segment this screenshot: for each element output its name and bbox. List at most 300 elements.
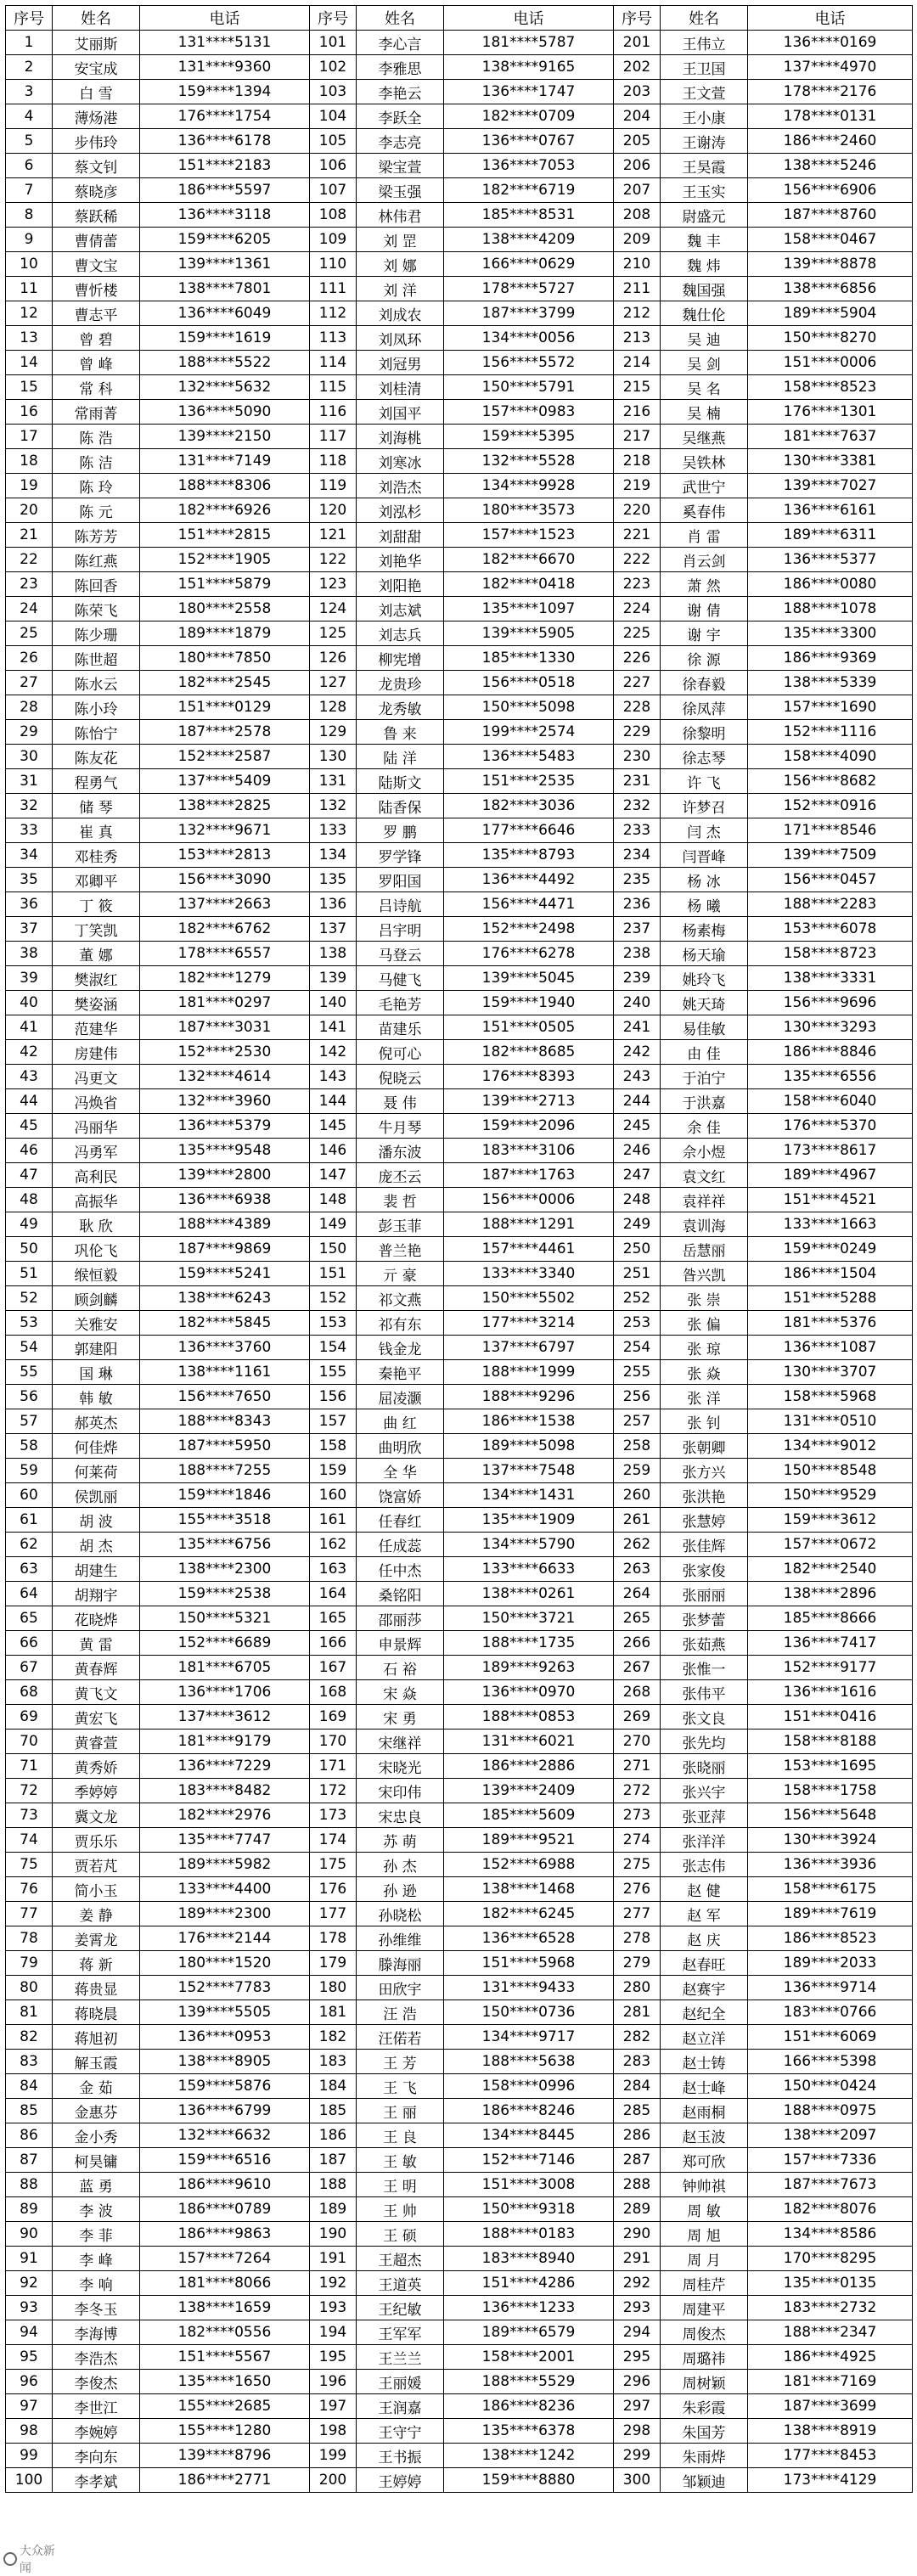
table-row [6,2173,913,2197]
phone-cell-1: 136****6938 [140,1188,310,1212]
name-cell-1: 丁笑凯 [53,917,140,942]
name-cell-1: 陈芳芳 [53,523,140,548]
phone-cell-3: 150****9529 [748,1483,913,1508]
name-cell-2: 刘国平 [357,400,444,425]
index-cell-2: 145 [310,1114,357,1139]
name-cell-2: 王润嘉 [357,2394,444,2419]
index-cell-2: 196 [310,2370,357,2394]
index-cell-1: 34 [6,843,53,868]
phone-cell-3: 136****6161 [748,498,913,523]
table-row [6,745,913,769]
phone-cell-2: 188****0853 [444,1705,614,1730]
table-row [6,892,913,917]
name-cell-1: 冀文龙 [53,1803,140,1828]
table-row [6,2148,913,2173]
index-cell-1: 4 [6,104,53,129]
index-cell-1: 53 [6,1311,53,1336]
index-cell-1: 31 [6,769,53,794]
phone-cell-1: 136****5379 [140,1114,310,1139]
index-cell-1: 32 [6,794,53,818]
phone-cell-3: 157****0672 [748,1533,913,1557]
name-cell-2: 亓 豪 [357,1262,444,1286]
index-cell-3: 285 [614,2099,661,2123]
name-cell-1: 李世江 [53,2394,140,2419]
table-row [6,1385,913,1409]
phone-cell-2: 180****3573 [444,498,614,523]
index-cell-2: 177 [310,1902,357,1926]
name-cell-3: 王伟立 [661,31,748,55]
index-cell-3: 201 [614,31,661,55]
table-row [6,1976,913,2000]
phone-cell-3: 130****3924 [748,1828,913,1853]
table-row [6,695,913,720]
index-cell-1: 71 [6,1754,53,1779]
index-cell-2: 147 [310,1163,357,1188]
phone-cell-1: 189****5982 [140,1853,310,1877]
phone-cell-2: 138****1242 [444,2444,614,2468]
name-cell-3: 姚玲飞 [661,966,748,991]
name-cell-3: 周 旭 [661,2222,748,2247]
phone-cell-2: 188****1999 [444,1360,614,1385]
name-cell-3: 袁祥祥 [661,1188,748,1212]
index-cell-1: 66 [6,1631,53,1656]
phone-cell-3: 189****7619 [748,1902,913,1926]
index-cell-3: 298 [614,2419,661,2444]
name-cell-1: 蔡晓彦 [53,178,140,203]
index-cell-1: 19 [6,474,53,498]
phone-cell-3: 158****1758 [748,1779,913,1803]
phone-cell-1: 132****5632 [140,375,310,400]
index-cell-3: 278 [614,1926,661,1951]
name-cell-3: 谢 倩 [661,597,748,622]
name-cell-3: 魏国强 [661,277,748,301]
phone-cell-2: 138****0261 [444,1582,614,1606]
name-cell-1: 薄炀港 [53,104,140,129]
name-cell-1: 陈荣飞 [53,597,140,622]
index-cell-2: 119 [310,474,357,498]
name-cell-1: 陈小玲 [53,695,140,720]
index-cell-1: 65 [6,1606,53,1631]
name-cell-2: 王 飞 [357,2074,444,2099]
name-cell-3: 奚春伟 [661,498,748,523]
name-cell-1: 邓卿平 [53,868,140,892]
phone-cell-1: 138****2825 [140,794,310,818]
phone-cell-3: 130****3293 [748,1015,913,1040]
phone-cell-2: 150****9318 [444,2197,614,2222]
name-cell-2: 吕诗航 [357,892,444,917]
name-cell-1: 李 菲 [53,2222,140,2247]
phone-cell-1: 159****1846 [140,1483,310,1508]
phone-cell-1: 135****1650 [140,2370,310,2394]
name-cell-2: 龙贵珍 [357,671,444,695]
name-cell-1: 常 科 [53,375,140,400]
phone-cell-2: 158****2001 [444,2345,614,2370]
name-cell-2: 王丽媛 [357,2370,444,2394]
phone-cell-3: 188****2283 [748,892,913,917]
phone-cell-2: 133****6633 [444,1557,614,1582]
phone-cell-3: 135****0135 [748,2271,913,2296]
table-row [6,1459,913,1483]
table-row [6,2468,913,2493]
index-cell-1: 95 [6,2345,53,2370]
header-name-3: 姓名 [661,6,748,31]
table-row [6,1040,913,1065]
name-cell-3: 徐黎明 [661,720,748,745]
name-cell-1: 李海博 [53,2320,140,2345]
index-cell-2: 162 [310,1533,357,1557]
phone-cell-3: 151****0416 [748,1705,913,1730]
index-cell-1: 30 [6,745,53,769]
name-cell-1: 李婉婷 [53,2419,140,2444]
index-cell-1: 52 [6,1286,53,1311]
phone-cell-3: 130****3707 [748,1360,913,1385]
phone-cell-2: 181****5787 [444,31,614,55]
index-cell-2: 189 [310,2197,357,2222]
name-cell-1: 程勇气 [53,769,140,794]
table-row [6,1656,913,1680]
phone-cell-2: 186****8236 [444,2394,614,2419]
phone-cell-2: 157****4461 [444,1237,614,1262]
index-cell-2: 175 [310,1853,357,1877]
index-cell-2: 159 [310,1459,357,1483]
phone-cell-2: 131****6021 [444,1730,614,1754]
phone-cell-1: 136****0953 [140,2025,310,2050]
table-row [6,1951,913,1976]
table-row [6,1606,913,1631]
name-cell-2: 刘寒冰 [357,449,444,474]
name-cell-3: 张 焱 [661,1360,748,1385]
name-cell-3: 张兴宇 [661,1779,748,1803]
name-cell-3: 张惟一 [661,1656,748,1680]
name-cell-2: 牛月琴 [357,1114,444,1139]
index-cell-2: 141 [310,1015,357,1040]
name-cell-3: 吴继燕 [661,425,748,449]
phone-cell-2: 152****6988 [444,1853,614,1877]
phone-cell-2: 136****7053 [444,154,614,178]
name-cell-2: 滕海丽 [357,1951,444,1976]
name-cell-3: 赵士铸 [661,2050,748,2074]
index-cell-2: 176 [310,1877,357,1902]
phone-cell-3: 152****9177 [748,1656,913,1680]
name-cell-3: 张梦蕾 [661,1606,748,1631]
table-row [6,671,913,695]
name-cell-2: 王兰兰 [357,2345,444,2370]
table-row [6,375,913,400]
index-cell-2: 165 [310,1606,357,1631]
index-cell-3: 245 [614,1114,661,1139]
table-row [6,1163,913,1188]
phone-cell-1: 131****7149 [140,449,310,474]
name-cell-3: 邹颖迪 [661,2468,748,2493]
name-cell-1: 贾乐乐 [53,1828,140,1853]
table-body [6,31,913,2493]
name-cell-3: 王昊霞 [661,154,748,178]
phone-cell-3: 173****8617 [748,1139,913,1163]
name-cell-2: 王 敏 [357,2148,444,2173]
name-cell-2: 潘东波 [357,1139,444,1163]
phone-cell-2: 182****0709 [444,104,614,129]
index-cell-3: 215 [614,375,661,400]
name-cell-1: 黄春辉 [53,1656,140,1680]
name-cell-1: 蒋晓晨 [53,2000,140,2025]
name-cell-3: 张文良 [661,1705,748,1730]
index-cell-2: 151 [310,1262,357,1286]
name-cell-1: 储 琴 [53,794,140,818]
index-cell-2: 110 [310,252,357,277]
name-cell-1: 侯凯丽 [53,1483,140,1508]
index-cell-3: 214 [614,351,661,375]
index-cell-1: 78 [6,1926,53,1951]
index-cell-1: 41 [6,1015,53,1040]
name-cell-1: 蒋贵显 [53,1976,140,2000]
index-cell-1: 57 [6,1409,53,1434]
index-cell-1: 55 [6,1360,53,1385]
name-cell-2: 王 明 [357,2173,444,2197]
phone-cell-3: 137****4970 [748,55,913,80]
name-cell-3: 杨 冰 [661,868,748,892]
name-cell-1: 丁 筱 [53,892,140,917]
index-cell-1: 59 [6,1459,53,1483]
name-cell-3: 张家俊 [661,1557,748,1582]
phone-cell-3: 178****0131 [748,104,913,129]
index-cell-2: 133 [310,818,357,843]
phone-cell-3: 173****4129 [748,2468,913,2493]
name-cell-2: 祁文燕 [357,1286,444,1311]
index-cell-2: 197 [310,2394,357,2419]
name-cell-1: 李向东 [53,2444,140,2468]
index-cell-3: 249 [614,1212,661,1237]
name-cell-2: 刘 罡 [357,228,444,252]
phone-cell-1: 156****3090 [140,868,310,892]
name-cell-1: 陈 元 [53,498,140,523]
index-cell-2: 139 [310,966,357,991]
phone-cell-1: 151****2183 [140,154,310,178]
name-cell-3: 王小康 [661,104,748,129]
name-cell-3: 袁文红 [661,1163,748,1188]
name-cell-2: 林伟君 [357,203,444,228]
phone-cell-3: 134****9012 [748,1434,913,1459]
name-cell-2: 王 硕 [357,2222,444,2247]
phone-cell-1: 176****2144 [140,1926,310,1951]
name-cell-2: 刘志兵 [357,622,444,646]
index-cell-1: 40 [6,991,53,1015]
name-cell-2: 曲明欣 [357,1434,444,1459]
name-cell-1: 樊淑红 [53,966,140,991]
phone-cell-1: 135****7747 [140,1828,310,1853]
name-cell-1: 关雅安 [53,1311,140,1336]
table-row [6,548,913,572]
index-cell-3: 244 [614,1089,661,1114]
name-cell-2: 宋 焱 [357,1680,444,1705]
name-cell-2: 梁玉强 [357,178,444,203]
name-cell-2: 刘泓杉 [357,498,444,523]
phone-cell-2: 182****3036 [444,794,614,818]
phone-cell-2: 151****3008 [444,2173,614,2197]
phone-cell-2: 151****0505 [444,1015,614,1040]
phone-cell-3: 170****8295 [748,2247,913,2271]
index-cell-1: 94 [6,2320,53,2345]
phone-cell-1: 136****7229 [140,1754,310,1779]
index-cell-2: 143 [310,1065,357,1089]
table-row [6,1015,913,1040]
phone-cell-3: 156****9696 [748,991,913,1015]
name-cell-3: 佘小煜 [661,1139,748,1163]
phone-cell-3: 138****5339 [748,671,913,695]
index-cell-3: 259 [614,1459,661,1483]
phone-cell-1: 136****6178 [140,129,310,154]
phone-cell-2: 152****2498 [444,917,614,942]
name-cell-2: 汪 浩 [357,2000,444,2025]
phone-cell-2: 138****4209 [444,228,614,252]
index-cell-3: 248 [614,1188,661,1212]
name-cell-2: 刘浩杰 [357,474,444,498]
index-cell-3: 238 [614,942,661,966]
name-cell-1: 陈世超 [53,646,140,671]
index-cell-1: 45 [6,1114,53,1139]
name-cell-3: 赵赛宇 [661,1976,748,2000]
table-row [6,1262,913,1286]
index-cell-2: 182 [310,2025,357,2050]
index-cell-3: 300 [614,2468,661,2493]
name-cell-1: 白 雪 [53,80,140,104]
index-cell-1: 22 [6,548,53,572]
index-cell-2: 193 [310,2296,357,2320]
table-row [6,1853,913,1877]
name-cell-3: 赵 健 [661,1877,748,1902]
index-cell-1: 90 [6,2222,53,2247]
index-cell-1: 97 [6,2394,53,2419]
index-cell-1: 72 [6,1779,53,1803]
name-cell-3: 于洪嘉 [661,1089,748,1114]
name-cell-2: 钱金龙 [357,1336,444,1360]
name-cell-2: 刘桂清 [357,375,444,400]
index-cell-3: 292 [614,2271,661,2296]
table-row [6,425,913,449]
phone-cell-2: 139****2409 [444,1779,614,1803]
index-cell-3: 202 [614,55,661,80]
index-cell-2: 178 [310,1926,357,1951]
name-cell-1: 李冬玉 [53,2296,140,2320]
phone-cell-2: 150****3721 [444,1606,614,1631]
phone-cell-1: 182****2976 [140,1803,310,1828]
index-cell-1: 98 [6,2419,53,2444]
phone-cell-3: 183****0766 [748,2000,913,2025]
name-cell-2: 申景辉 [357,1631,444,1656]
name-cell-2: 王守宁 [357,2419,444,2444]
table-row [6,1557,913,1582]
phone-cell-3: 152****1116 [748,720,913,745]
phone-cell-3: 157****7336 [748,2148,913,2173]
index-cell-2: 125 [310,622,357,646]
name-cell-2: 刘 洋 [357,277,444,301]
name-cell-1: 耿 欣 [53,1212,140,1237]
index-cell-2: 105 [310,129,357,154]
table-row [6,1631,913,1656]
index-cell-3: 227 [614,671,661,695]
name-cell-1: 何佳烨 [53,1434,140,1459]
name-cell-2: 刘甜甜 [357,523,444,548]
name-cell-1: 姜霄龙 [53,1926,140,1951]
phone-cell-2: 138****1468 [444,1877,614,1902]
phone-cell-2: 134****8445 [444,2123,614,2148]
phone-cell-1: 136****3760 [140,1336,310,1360]
name-cell-2: 汪偌若 [357,2025,444,2050]
index-cell-2: 185 [310,2099,357,2123]
phone-cell-2: 186****2886 [444,1754,614,1779]
name-cell-3: 朱彩霞 [661,2394,748,2419]
phone-cell-3: 171****8546 [748,818,913,843]
phone-cell-3: 136****9714 [748,1976,913,2000]
index-cell-3: 276 [614,1877,661,1902]
name-cell-3: 张晓丽 [661,1754,748,1779]
phone-cell-2: 187****3799 [444,301,614,326]
name-cell-2: 王超杰 [357,2247,444,2271]
phone-cell-2: 189****9521 [444,1828,614,1853]
header-row [6,6,913,31]
name-cell-2: 刘志斌 [357,597,444,622]
watermark-text: 大众新闻 [19,2545,55,2575]
phone-cell-3: 187****3699 [748,2394,913,2419]
index-cell-3: 239 [614,966,661,991]
name-cell-1: 陈 洁 [53,449,140,474]
name-cell-2: 全 华 [357,1459,444,1483]
name-cell-3: 赵雨桐 [661,2099,748,2123]
name-cell-1: 曹忻楼 [53,277,140,301]
name-cell-3: 闫晋峰 [661,843,748,868]
phone-cell-2: 166****0629 [444,252,614,277]
index-cell-2: 109 [310,228,357,252]
name-cell-2: 李雅思 [357,55,444,80]
index-cell-1: 91 [6,2247,53,2271]
index-cell-2: 192 [310,2271,357,2296]
index-cell-2: 187 [310,2148,357,2173]
phone-cell-1: 186****2771 [140,2468,310,2493]
name-cell-3: 吴铁林 [661,449,748,474]
table-row [6,2222,913,2247]
table-row [6,1089,913,1114]
name-cell-3: 周树颖 [661,2370,748,2394]
name-cell-2: 罗学锋 [357,843,444,868]
name-cell-2: 任成蕊 [357,1533,444,1557]
index-cell-3: 217 [614,425,661,449]
index-cell-3: 296 [614,2370,661,2394]
phone-cell-3: 151****6069 [748,2025,913,2050]
phone-cell-2: 182****0418 [444,572,614,597]
table-row [6,646,913,671]
phone-cell-2: 188****1291 [444,1212,614,1237]
name-cell-2: 王 丽 [357,2099,444,2123]
table-row [6,942,913,966]
name-cell-3: 尉盛元 [661,203,748,228]
name-cell-2: 庞丕云 [357,1163,444,1188]
index-cell-3: 233 [614,818,661,843]
index-cell-2: 166 [310,1631,357,1656]
name-cell-1: 陈红燕 [53,548,140,572]
name-cell-3: 王文萱 [661,80,748,104]
phone-cell-2: 199****2574 [444,720,614,745]
name-cell-3: 闫 杰 [661,818,748,843]
phone-cell-3: 176****5370 [748,1114,913,1139]
index-cell-3: 254 [614,1336,661,1360]
name-cell-3: 张亚萍 [661,1803,748,1828]
table-row [6,1212,913,1237]
index-cell-1: 63 [6,1557,53,1582]
index-cell-2: 122 [310,548,357,572]
index-cell-2: 198 [310,2419,357,2444]
phone-cell-1: 151****5567 [140,2345,310,2370]
name-cell-2: 鲁 来 [357,720,444,745]
index-cell-1: 86 [6,2123,53,2148]
